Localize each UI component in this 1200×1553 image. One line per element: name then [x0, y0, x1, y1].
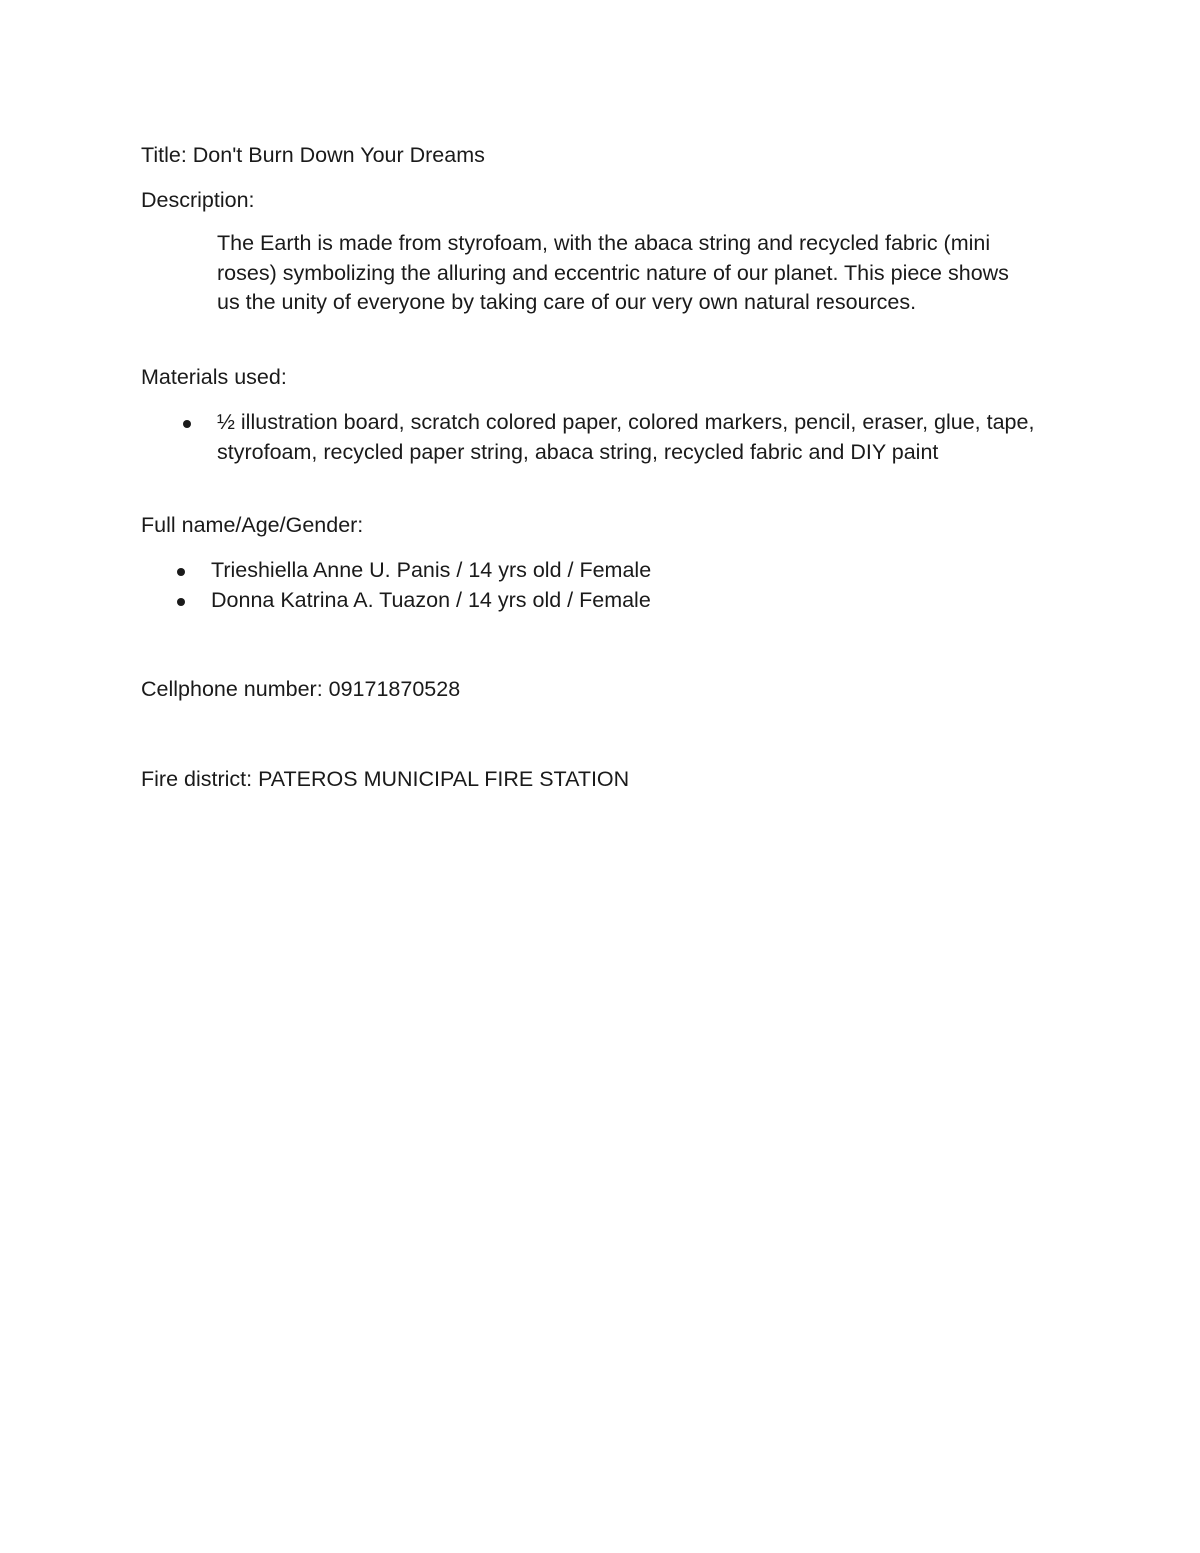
people-label: Full name/Age/Gender: — [141, 513, 364, 537]
person-entry: Donna Katrina A. Tuazon / 14 yrs old / Female — [211, 588, 651, 612]
description-label: Description: — [141, 188, 255, 212]
list-item — [217, 408, 1067, 467]
description-text: The Earth is made from styrofoam, with the abaca string and recycled fabric (mini roses) symbolizing the alluring and eccentric nature of our planet. This piece shows us the unity of everyone by taking care of our very own natural resources. — [217, 231, 1009, 314]
materials-label: Materials used: — [141, 365, 287, 389]
list-item — [211, 586, 911, 616]
bullet-icon — [177, 598, 185, 606]
title-line: Title: Don't Burn Down Your Dreams — [141, 143, 485, 167]
materials-list — [217, 408, 1067, 467]
cellphone-line: Cellphone number: 09171870528 — [141, 677, 461, 701]
people-list — [211, 556, 911, 616]
bullet-icon — [183, 420, 191, 428]
fire-district-line: Fire district: PATEROS MUNICIPAL FIRE STATION — [141, 767, 630, 791]
person-entry: Trieshiella Anne U. Panis / 14 yrs old / Female — [211, 558, 652, 582]
list-item — [211, 556, 911, 586]
materials-item-text: ½ illustration board, scratch colored paper, colored markers, pencil, eraser, glue, tape, styrofoam, recycled paper string, abaca string, recycled fabric and DIY paint — [217, 410, 1035, 464]
bullet-icon — [177, 568, 185, 576]
